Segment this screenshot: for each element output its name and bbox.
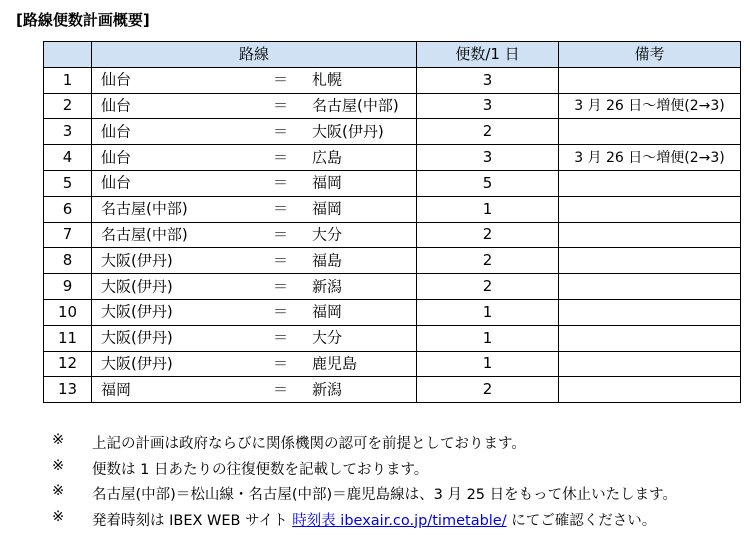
- route-destination: 福島: [312, 251, 343, 270]
- row-remark: [559, 170, 741, 196]
- note-mark: ※: [52, 508, 65, 525]
- row-number: 4: [44, 145, 92, 171]
- row-number: 11: [44, 325, 92, 351]
- daily-frequency: 1: [417, 351, 559, 377]
- table-row: [44, 274, 741, 300]
- row-number: 8: [44, 248, 92, 274]
- table-header-row: [44, 42, 741, 68]
- route-destination: 新潟: [312, 380, 343, 399]
- route-destination: 福岡: [312, 199, 343, 218]
- route-origin: 仙台: [101, 70, 132, 89]
- route-origin: 仙台: [101, 122, 132, 141]
- row-remark: 3 月 26 日～増便(2→3): [559, 93, 741, 119]
- table-row: [44, 351, 741, 377]
- route-cell: [92, 351, 417, 377]
- daily-frequency: 2: [417, 119, 559, 145]
- route-equals: ＝: [273, 328, 289, 347]
- table-row: [44, 119, 741, 145]
- route-origin: 大阪(伊丹): [101, 277, 173, 296]
- daily-frequency: 1: [417, 299, 559, 325]
- row-remark: [559, 222, 741, 248]
- row-number: 10: [44, 299, 92, 325]
- route-cell: [92, 222, 417, 248]
- table-row: [44, 222, 741, 248]
- table-row: [44, 377, 741, 403]
- route-origin: 仙台: [101, 96, 132, 115]
- row-remark: [559, 67, 741, 93]
- row-remark: [559, 196, 741, 222]
- route-equals: ＝: [273, 122, 289, 141]
- notes-section: [52, 432, 747, 534]
- page-title: [路線便数計画概要]: [16, 11, 150, 29]
- route-cell: [92, 119, 417, 145]
- route-origin: 名古屋(中部): [101, 225, 188, 244]
- row-number: 7: [44, 222, 92, 248]
- route-equals: ＝: [273, 96, 289, 115]
- daily-frequency: 1: [417, 325, 559, 351]
- row-number: 13: [44, 377, 92, 403]
- table-row: [44, 299, 741, 325]
- row-number: 12: [44, 351, 92, 377]
- route-equals: ＝: [273, 173, 289, 192]
- route-equals: ＝: [273, 302, 289, 321]
- row-number: 2: [44, 93, 92, 119]
- route-origin: 仙台: [101, 148, 132, 167]
- route-destination: 大分: [312, 328, 343, 347]
- daily-frequency: 2: [417, 222, 559, 248]
- note-line-2: [52, 458, 747, 484]
- route-cell: [92, 325, 417, 351]
- note-text-before-link: 発着時刻は IBEX WEB サイト: [92, 512, 293, 529]
- table-row: [44, 145, 741, 171]
- daily-frequency: 1: [417, 196, 559, 222]
- route-cell: [92, 248, 417, 274]
- note-line-1: [52, 432, 747, 458]
- row-remark: [559, 274, 741, 300]
- daily-frequency: 2: [417, 274, 559, 300]
- row-remark: [559, 351, 741, 377]
- route-equals: ＝: [273, 225, 289, 244]
- header-frequency: 便数/1 日: [417, 42, 559, 68]
- table-row: [44, 93, 741, 119]
- route-destination: 福岡: [312, 173, 343, 192]
- daily-frequency: 2: [417, 377, 559, 403]
- route-equals: ＝: [273, 251, 289, 270]
- table-row: [44, 196, 741, 222]
- route-cell: [92, 377, 417, 403]
- daily-frequency: 3: [417, 145, 559, 171]
- note-text: [92, 509, 656, 530]
- note-text: 名古屋(中部)＝松山線・名古屋(中部)＝鹿児島線は、3 月 25 日をもって休止いたします。: [92, 487, 677, 503]
- route-destination: 鹿児島: [312, 354, 358, 373]
- route-destination: 大分: [312, 225, 343, 244]
- route-destination: 広島: [312, 148, 343, 167]
- row-remark: [559, 377, 741, 403]
- route-table: [43, 41, 741, 403]
- table-row: [44, 67, 741, 93]
- header-remarks: 備考: [559, 42, 741, 68]
- route-equals: ＝: [273, 70, 289, 89]
- route-destination: 福岡: [312, 302, 343, 321]
- row-number: 9: [44, 274, 92, 300]
- route-cell: [92, 274, 417, 300]
- note-text-after-link: にてご確認ください。: [506, 512, 657, 529]
- row-number: 5: [44, 170, 92, 196]
- note-line-4: [52, 509, 747, 535]
- route-cell: [92, 196, 417, 222]
- daily-frequency: 2: [417, 248, 559, 274]
- route-origin: 福岡: [101, 380, 132, 399]
- route-origin: 大阪(伊丹): [101, 302, 173, 321]
- daily-frequency: 5: [417, 170, 559, 196]
- row-remark: 3 月 26 日～増便(2→3): [559, 145, 741, 171]
- route-cell: [92, 170, 417, 196]
- route-cell: [92, 67, 417, 93]
- header-route: 路線: [92, 42, 417, 68]
- row-number: 1: [44, 67, 92, 93]
- route-origin: 名古屋(中部): [101, 199, 188, 218]
- route-destination: 名古屋(中部): [312, 96, 399, 115]
- daily-frequency: 3: [417, 93, 559, 119]
- header-number: [44, 42, 92, 68]
- note-mark: ※: [52, 457, 65, 474]
- note-line-3: [52, 483, 747, 509]
- route-cell: [92, 93, 417, 119]
- route-equals: ＝: [273, 354, 289, 373]
- route-cell: [92, 145, 417, 171]
- note-text: 便数は 1 日あたりの往復便数を記載しております。: [92, 461, 429, 478]
- row-remark: [559, 248, 741, 274]
- row-remark: [559, 299, 741, 325]
- row-number: 3: [44, 119, 92, 145]
- table-row: [44, 248, 741, 274]
- route-equals: ＝: [273, 148, 289, 167]
- route-destination: 札幌: [312, 70, 343, 89]
- route-equals: ＝: [273, 199, 289, 218]
- route-origin: 仙台: [101, 173, 132, 192]
- note-mark: ※: [52, 432, 65, 448]
- note-mark: ※: [52, 483, 65, 499]
- route-equals: ＝: [273, 277, 289, 296]
- route-destination: 大阪(伊丹): [312, 122, 384, 141]
- route-origin: 大阪(伊丹): [101, 328, 173, 347]
- note-text: 上記の計画は政府ならびに関係機関の認可を前提としております。: [92, 436, 526, 452]
- route-rows: [44, 67, 741, 402]
- route-origin: 大阪(伊丹): [101, 354, 173, 373]
- route-cell: [92, 299, 417, 325]
- table-row: [44, 170, 741, 196]
- row-remark: [559, 325, 741, 351]
- route-equals: ＝: [273, 380, 289, 399]
- row-remark: [559, 119, 741, 145]
- timetable-link[interactable]: 時刻表 ibexair.co.jp/timetable/: [292, 512, 507, 529]
- row-number: 6: [44, 196, 92, 222]
- route-destination: 新潟: [312, 277, 343, 296]
- daily-frequency: 3: [417, 67, 559, 93]
- route-origin: 大阪(伊丹): [101, 251, 173, 270]
- table-row: [44, 325, 741, 351]
